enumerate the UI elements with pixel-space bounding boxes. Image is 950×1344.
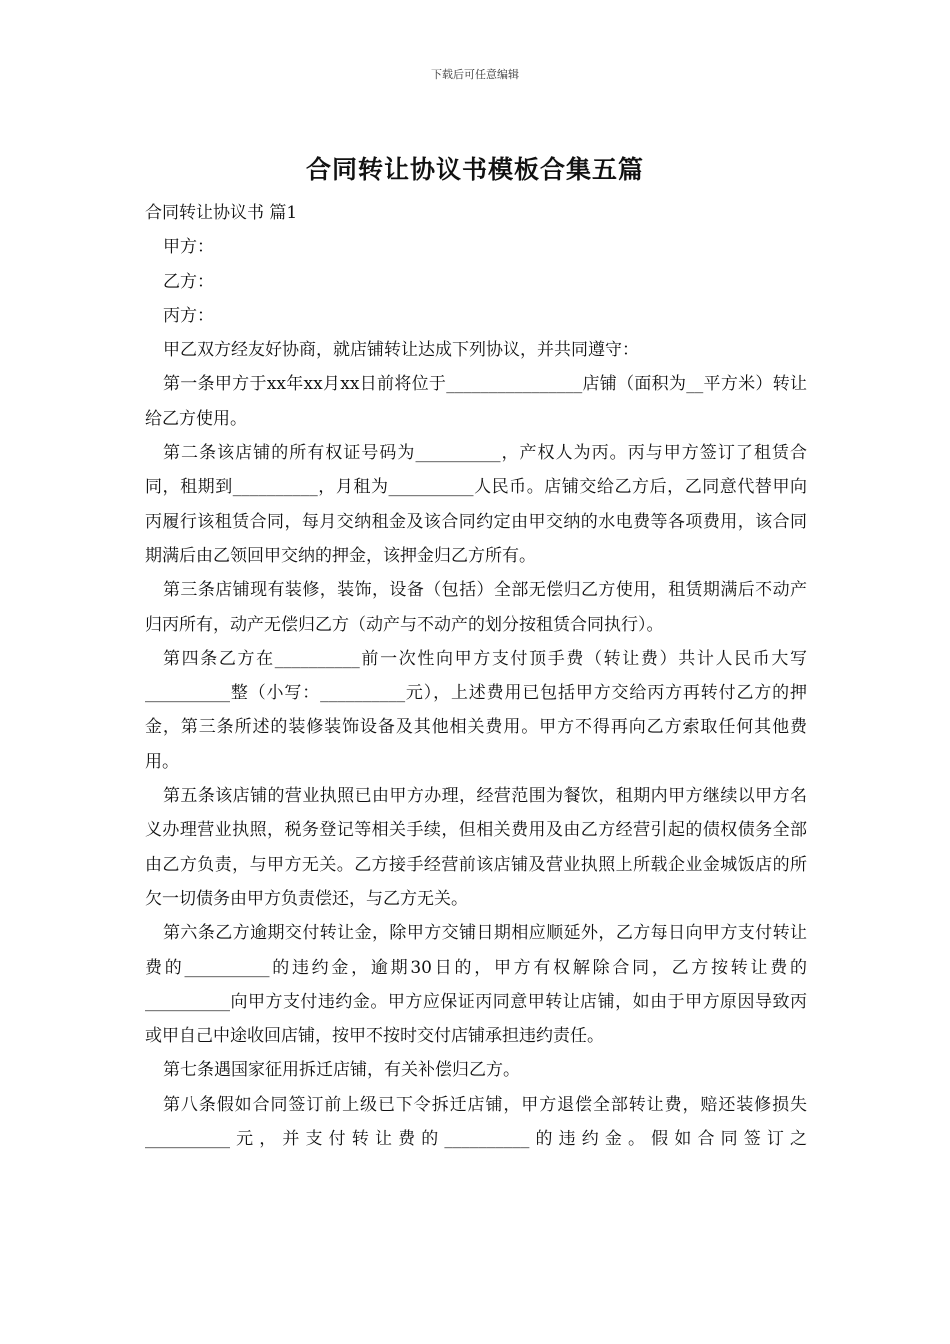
page-header-note: 下载后可任意编辑 — [431, 68, 519, 81]
party-b-line: 乙方： — [163, 271, 214, 292]
clause-1: 第一条甲方于xx年xx月xx日前将位于________________店铺（面积为__平方米）转让给乙方使用。 — [145, 374, 807, 429]
clause-7: 第七条遇国家征用拆迁店铺，有关补偿归乙方。 — [163, 1060, 520, 1081]
clause-4: 第四条乙方在__________前一次性向甲方支付顶手费（转让费）共计人民币大写__________整（小写：__________元），上述费用已包括甲方交给丙方再转付乙方的押金，第三条所述的装修装饰设备及其他相关费用。甲方不得再向乙方索取任何其他费用。 — [145, 648, 807, 772]
document-body — [145, 196, 807, 1156]
party-a-line: 甲方： — [163, 237, 214, 258]
section-heading: 合同转让协议书 篇1 — [145, 203, 298, 223]
clause-2: 第二条该店铺的所有权证号码为__________，产权人为丙。丙与甲方签订了租赁合同，租期到__________，月租为__________人民币。店铺交给乙方后，乙同意代替甲向丙履行该租赁合同，每月交纳租金及该合同约定由甲交纳的水电费等各项费用，该合同期满后由乙领回甲交纳的押金，该押金归乙方所有。 — [145, 443, 807, 566]
preamble: 甲乙双方经友好协商，就店铺转让达成下列协议，并共同遵守： — [163, 340, 639, 361]
party-c-line: 丙方： — [163, 305, 214, 326]
clause-8: 第八条假如合同签订前上级已下令拆迁店铺，甲方退偿全部转让费，赔还装修损失__________元，并支付转让费的__________的违约金。假如合同签订之 — [145, 1094, 807, 1150]
clause-6: 第六条乙方逾期交付转让金，除甲方交铺日期相应顺延外，乙方每日向甲方支付转让费的__________的违约金，逾期30日的，甲方有权解除合同，乙方按转让费的__________向甲方支付违约金。甲方应保证丙同意甲转让店铺，如由于甲方原因导致丙或甲自己中途收回店铺，按甲不按时交付店铺承担违约责任。 — [145, 923, 807, 1047]
clause-5: 第五条该店铺的营业执照已由甲方办理，经营范围为餐饮，租期内甲方继续以甲方名义办理营业执照，税务登记等相关手续，但相关费用及由乙方经营引起的债权债务全部由乙方负责，与甲方无关。乙方接手经营前该店铺及营业执照上所载企业金城饭店的所欠一切债务由甲方负责偿还，与乙方无关。 — [145, 786, 807, 909]
clause-3: 第三条店铺现有装修，装饰，设备（包括）全部无偿归乙方使用，租赁期满后不动产归丙所有，动产无偿归乙方（动产与不动产的划分按租赁合同执行）。 — [145, 580, 807, 635]
document-title: 合同转让协议书模板合集五篇 — [305, 155, 644, 184]
